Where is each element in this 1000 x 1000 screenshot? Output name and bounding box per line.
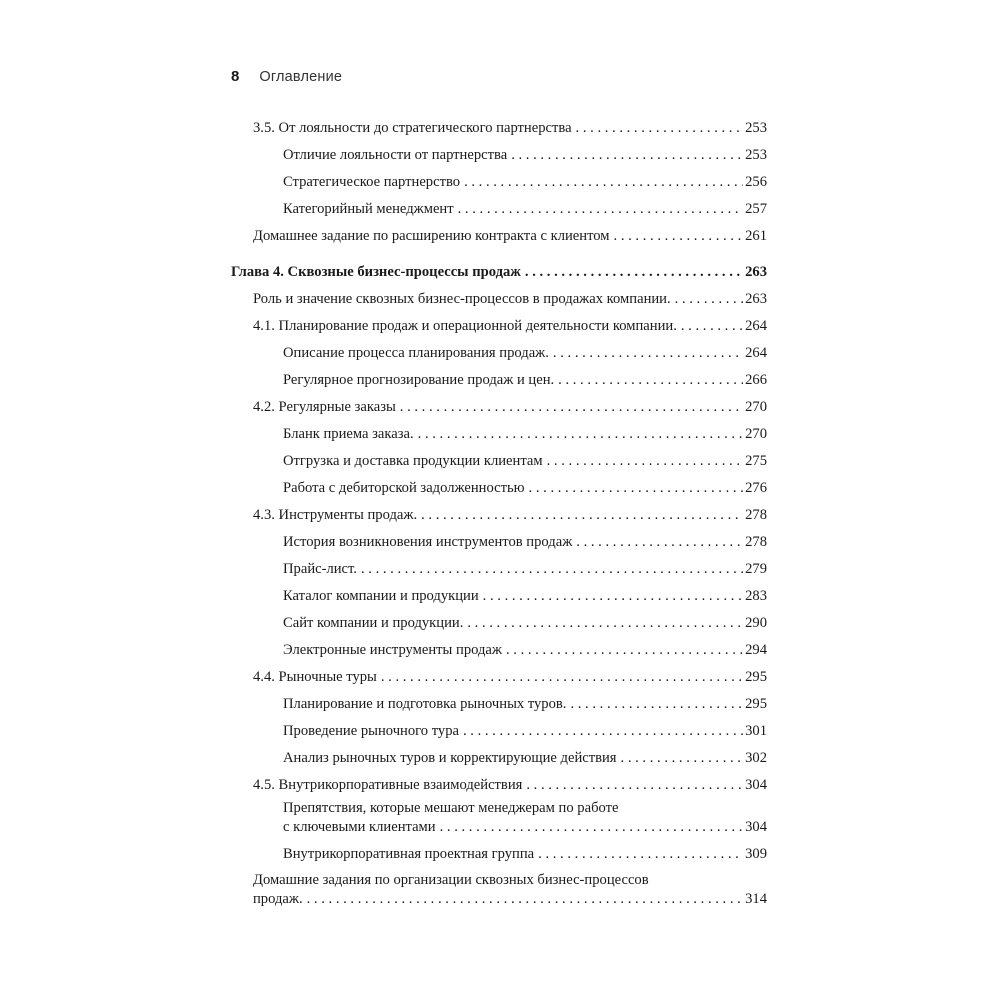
- toc-entry[interactable]: [253, 888, 767, 910]
- toc-entry-page: 253: [745, 147, 767, 163]
- toc-entry[interactable]: [283, 423, 767, 445]
- toc-entry-title: Внутрикорпоративная проектная группа: [283, 846, 535, 862]
- toc-entry-title: Роль и значение сквозных бизнес-процессов в продажах компании.: [253, 291, 671, 307]
- toc-leader-dots: [421, 504, 743, 526]
- toc-leader-dots: [458, 198, 743, 220]
- toc-entry-title: 4.4. Рыночные туры: [253, 669, 377, 685]
- toc-entry-page: 283: [745, 588, 767, 604]
- toc-leader-dots: [538, 843, 743, 865]
- toc-entry-page: 278: [745, 507, 767, 523]
- toc-chapter-entry[interactable]: [231, 261, 767, 283]
- toc-entry[interactable]: [283, 720, 767, 742]
- toc-leader-dots: [525, 261, 743, 283]
- toc-entry-page: 263: [745, 291, 767, 307]
- toc-leader-dots: [464, 171, 743, 193]
- toc-entry-page: 275: [745, 453, 767, 469]
- toc-entry-title: Прайс-лист.: [283, 561, 357, 577]
- toc-entry[interactable]: [283, 477, 767, 499]
- toc-entry-page: 314: [745, 891, 767, 907]
- toc-leader-dots: [576, 531, 743, 553]
- toc-entry-page: 301: [745, 723, 767, 739]
- toc-entry-title: Проведение рыночного тура: [283, 723, 459, 739]
- toc-entry[interactable]: [283, 693, 767, 715]
- toc-chapter-title: Глава 4. Сквозные бизнес-процессы продаж: [231, 264, 521, 280]
- toc-entry-page: 256: [745, 174, 767, 190]
- toc-leader-dots: [506, 639, 743, 661]
- toc-entry[interactable]: [253, 117, 767, 139]
- toc-leader-dots: [675, 288, 743, 310]
- toc-leader-dots: [440, 816, 744, 838]
- toc-entry[interactable]: [253, 774, 767, 796]
- toc-entry[interactable]: [283, 369, 767, 391]
- toc-entry-page: 270: [745, 399, 767, 415]
- toc-leader-dots: [511, 144, 743, 166]
- toc-entry-page: 257: [745, 201, 767, 217]
- toc-entry[interactable]: [283, 639, 767, 661]
- toc-entry[interactable]: [283, 198, 767, 220]
- toc-entry-title: Сайт компании и продукции.: [283, 615, 464, 631]
- toc-entry[interactable]: [253, 288, 767, 310]
- toc-entry-page: 295: [745, 669, 767, 685]
- toc-entry[interactable]: [283, 816, 767, 838]
- toc-entry-title: Категорийный менеджмент: [283, 201, 454, 217]
- toc-entry-page: 276: [745, 480, 767, 496]
- toc-leader-dots: [526, 774, 743, 796]
- toc-entry-title: Отличие лояльности от партнерства: [283, 147, 508, 163]
- toc-entry-title: Планирование и подготовка рыночных туров.: [283, 696, 567, 712]
- toc-entry-title: 4.1. Планирование продаж и операционной деятельности компании.: [253, 318, 677, 334]
- toc-entry-title: продаж.: [253, 891, 303, 907]
- toc-entry[interactable]: [283, 450, 767, 472]
- toc-leader-dots: [621, 747, 744, 769]
- toc-entry-title: 4.3. Инструменты продаж.: [253, 507, 418, 523]
- toc-entry[interactable]: [283, 558, 767, 580]
- toc-entry-page: 304: [745, 777, 767, 793]
- toc-entry-title: Анализ рыночных туров и корректирующие действия: [283, 750, 617, 766]
- toc-entry-page: 263: [745, 264, 767, 280]
- toc-entry-title: Работа с дебиторской задолженностью: [283, 480, 525, 496]
- toc-leader-dots: [547, 450, 743, 472]
- toc-entry[interactable]: [283, 342, 767, 364]
- page-number: 8: [231, 68, 240, 85]
- toc-entry[interactable]: [283, 144, 767, 166]
- toc-leader-dots: [570, 693, 743, 715]
- toc-entry-title: История возникновения инструментов продаж: [283, 534, 573, 550]
- toc-entry-page: 302: [745, 750, 767, 766]
- toc-entry-page: 309: [745, 846, 767, 862]
- toc-leader-dots: [307, 888, 743, 910]
- toc-leader-dots: [529, 477, 744, 499]
- toc-leader-dots: [418, 423, 743, 445]
- toc-entry[interactable]: [283, 612, 767, 634]
- toc-entry[interactable]: [253, 666, 767, 688]
- toc-entry-page: 279: [745, 561, 767, 577]
- toc-entry-page: 264: [745, 318, 767, 334]
- toc-entry-page: 295: [745, 696, 767, 712]
- toc-entry-title: Стратегическое партнерство: [283, 174, 461, 190]
- toc-entry-title: Каталог компании и продукции: [283, 588, 479, 604]
- toc-entry-title: Электронные инструменты продаж: [283, 642, 502, 658]
- toc-entry-title: Описание процесса планирования продаж.: [283, 345, 549, 361]
- toc-leader-dots: [361, 558, 743, 580]
- toc-leader-dots: [614, 225, 744, 247]
- toc-entry[interactable]: [283, 171, 767, 193]
- toc-entry-title: Отгрузка и доставка продукции клиентам: [283, 453, 543, 469]
- toc-entry-page: 278: [745, 534, 767, 550]
- toc-entry-page: 253: [745, 120, 767, 136]
- toc-entry-page: 264: [745, 345, 767, 361]
- toc-entry-title: с ключевыми клиентами: [283, 819, 436, 835]
- toc-leader-dots: [467, 612, 743, 634]
- toc-entry-page: 290: [745, 615, 767, 631]
- toc-entry-page: 304: [745, 819, 767, 835]
- toc-entry-title: Домашнее задание по расширению контракта с клиентом: [253, 228, 610, 244]
- toc-leader-dots: [463, 720, 743, 742]
- toc-entry-title: 4.2. Регулярные заказы: [253, 399, 396, 415]
- toc-entry-title: 4.5. Внутрикорпоративные взаимодействия: [253, 777, 523, 793]
- toc-leader-dots: [483, 585, 743, 607]
- toc-leader-dots: [558, 369, 743, 391]
- toc-entry-title: Регулярное прогнозирование продаж и цен.: [283, 372, 555, 388]
- toc-entry[interactable]: [283, 747, 767, 769]
- toc-entry[interactable]: [283, 585, 767, 607]
- toc-leader-dots: [400, 396, 743, 418]
- toc-entry[interactable]: [253, 225, 767, 247]
- toc-entry-page: 261: [745, 228, 767, 244]
- toc-entry-first-line[interactable]: Препятствия, которые мешают менеджерам по работе: [283, 800, 619, 816]
- toc-entry[interactable]: [253, 504, 767, 526]
- toc-entry-page: 294: [745, 642, 767, 658]
- toc-leader-dots: [681, 315, 743, 337]
- toc-entry[interactable]: [253, 396, 767, 418]
- toc-entry-page: 266: [745, 372, 767, 388]
- running-head: [231, 68, 342, 85]
- running-head-title: Оглавление: [259, 69, 343, 85]
- toc-leader-dots: [576, 117, 744, 139]
- toc-entry[interactable]: [283, 843, 767, 865]
- toc-entry[interactable]: [283, 531, 767, 553]
- toc-entry-first-line[interactable]: Домашние задания по организации сквозных бизнес-процессов: [253, 872, 649, 888]
- toc-leader-dots: [381, 666, 743, 688]
- toc-entry-page: 270: [745, 426, 767, 442]
- toc-entry-title: Бланк приема заказа.: [283, 426, 414, 442]
- toc-entry[interactable]: [253, 315, 767, 337]
- toc-leader-dots: [553, 342, 743, 364]
- toc-entry-title: 3.5. От лояльности до стратегического партнерства: [253, 120, 572, 136]
